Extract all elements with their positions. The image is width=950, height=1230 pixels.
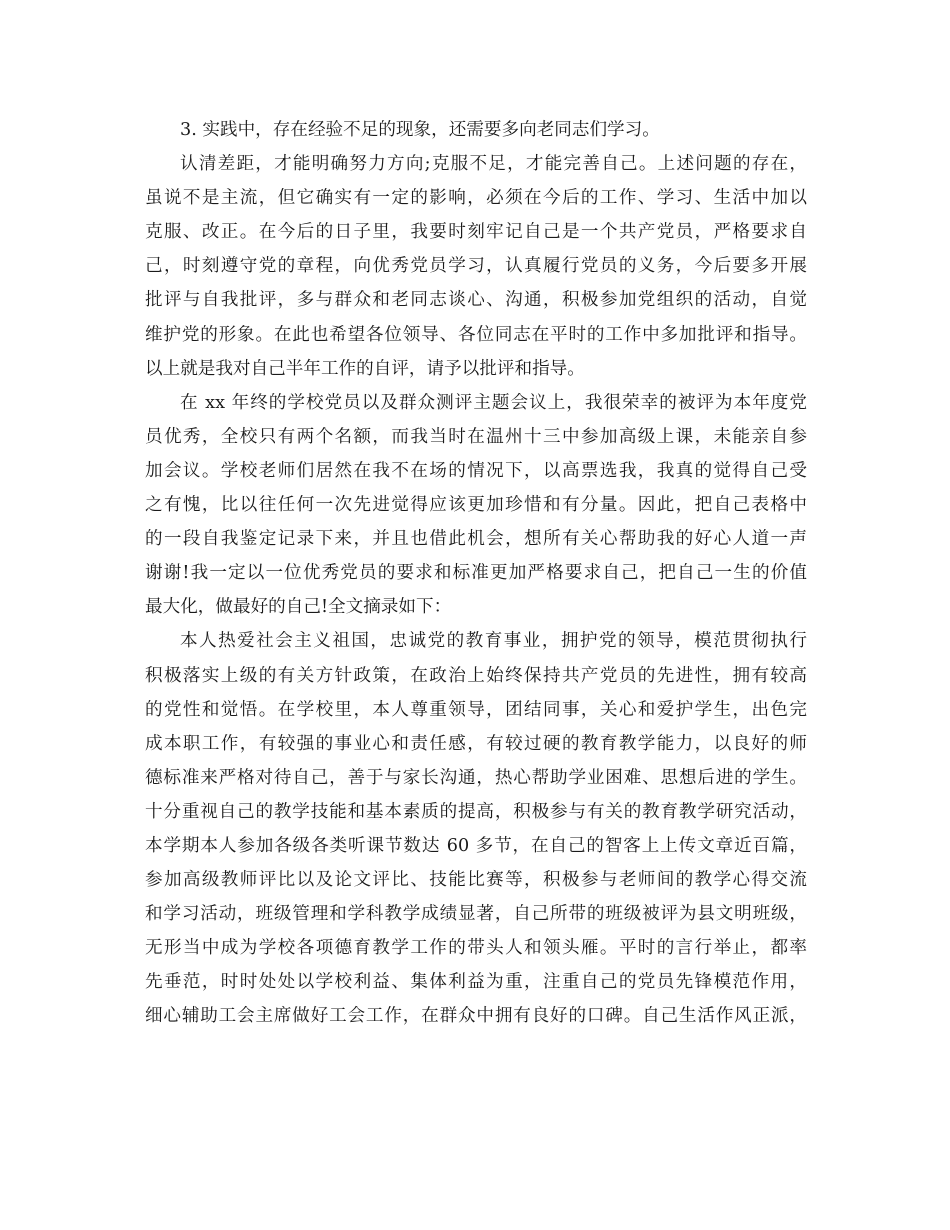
paragraph-self-review xyxy=(145,147,807,386)
paragraph-line: 员优秀，全校只有两个名额，而我当时在温州十三中参加高级上课，未能亲自参 xyxy=(145,426,807,447)
document-body xyxy=(145,113,807,1034)
paragraph-line: 无形当中成为学校各项德育教学工作的带头人和领头雁。平时的言行举止，都率 xyxy=(145,938,807,959)
paragraph-line: 3. 实践中，存在经验不足的现象，还需要多向老同志们学习。 xyxy=(180,120,660,140)
paragraph-line: 之有愧，比以往任何一次先进觉得应该更加珍惜和有分量。因此，把自己表格中 xyxy=(145,495,807,516)
paragraph-evaluation-meeting xyxy=(145,386,807,625)
paragraph-line: 维护党的形象。在此也希望各位领导、各位同志在平时的工作中多加批评和指导。 xyxy=(145,324,807,345)
paragraph-line: 的一段自我鉴定记录下来，并且也借此机会，想所有关心帮助我的好心人道一声 xyxy=(145,529,807,550)
paragraph-line: 己，时刻遵守党的章程，向优秀党员学习，认真履行党员的义务，今后要多开展 xyxy=(145,256,807,277)
paragraph-line: 的党性和觉悟。在学校里，本人尊重领导，团结同事，关心和爱护学生，出色完 xyxy=(145,699,807,720)
paragraph-line: 批评与自我批评，多与群众和老同志谈心、沟通，积极参加党组织的活动，自觉 xyxy=(145,290,807,311)
paragraph-line: 细心辅助工会主席做好工会工作，在群众中拥有良好的口碑。自己生活作风正派， xyxy=(145,1006,807,1027)
paragraph-line: 本人热爱社会主义祖国，忠诚党的教育事业，拥护党的领导，模范贯彻执行 xyxy=(180,631,807,652)
paragraph-line: 先垂范，时时处处以学校利益、集体利益为重，注重自己的党员先锋模范作用， xyxy=(145,972,807,993)
paragraph-line: 十分重视自己的教学技能和基本素质的提高，积极参与有关的教育教学研究活动， xyxy=(145,801,807,822)
paragraph-line: 和学习活动，班级管理和学科教学成绩显著，自己所带的班级被评为县文明班级， xyxy=(145,904,807,925)
paragraph-line: 德标准来严格对待自己，善于与家长沟通，热心帮助学业困难、思想后进的学生。 xyxy=(145,767,807,788)
paragraph-line: 谢谢!我一定以一位优秀党员的要求和标准更加严格要求自己，把自己一生的价值 xyxy=(145,563,807,584)
paragraph-line: 参加高级教师评比以及论文评比、技能比赛等，积极参与老师间的教学心得交流 xyxy=(145,870,807,891)
paragraph-practice-note xyxy=(145,113,807,147)
paragraph-line: 加会议。学校老师们居然在我不在场的情况下，以高票选我，我真的觉得自己受 xyxy=(145,460,807,481)
paragraph-line: 积极落实上级的有关方针政策，在政治上始终保持共产党员的先进性，拥有较高 xyxy=(145,665,807,686)
paragraph-line: 成本职工作，有较强的事业心和责任感，有较过硬的教育教学能力，以良好的师 xyxy=(145,733,807,754)
paragraph-line: 认清差距，才能明确努力方向;克服不足，才能完善自己。上述问题的存在， xyxy=(180,154,807,175)
paragraph-line: 在 xx 年终的学校党员以及群众测评主题会议上，我很荣幸的被评为本年度党 xyxy=(180,392,807,413)
paragraph-self-assessment xyxy=(145,624,807,1033)
paragraph-line: 虽说不是主流，但它确实有一定的影响，必须在今后的工作、学习、生活中加以 xyxy=(145,188,807,209)
paragraph-line: 最大化，做最好的自己!全文摘录如下： xyxy=(145,597,452,618)
paragraph-line: 克服、改正。在今后的日子里，我要时刻牢记自己是一个共产党员，严格要求自 xyxy=(145,222,807,243)
paragraph-line: 以上就是我对自己半年工作的自评，请予以批评和指导。 xyxy=(145,358,585,379)
paragraph-line: 本学期本人参加各级各类听课节数达 60 多节，在自己的智客上上传文章近百篇， xyxy=(145,835,807,856)
